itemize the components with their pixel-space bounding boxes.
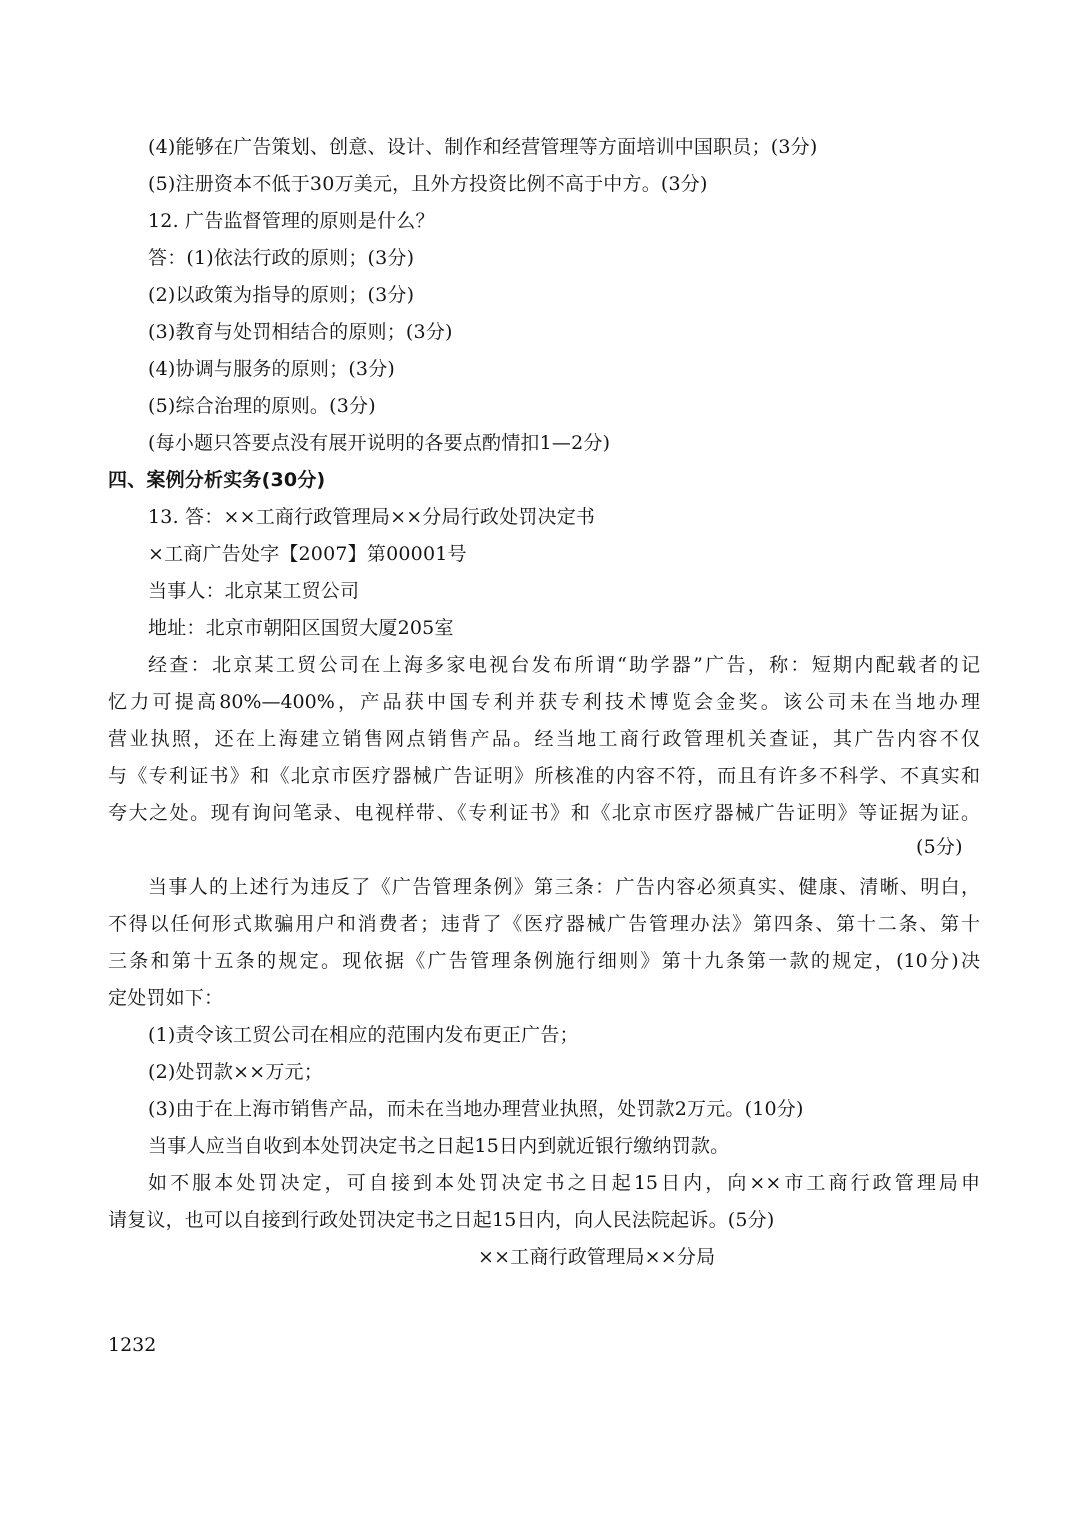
q11-item-4: (4)能够在广告策划、创意、设计、制作和经营管理等方面培训中国职员；(3分) [148, 136, 818, 158]
findings-line-4: 与《专利证书》和《北京市医疗器械广告证明》所核准的内容不符，而且有许多不科学、不真实和 [108, 765, 980, 787]
q13-title: 13. 答：××工商行政管理局××分局行政处罚决定书 [148, 506, 596, 528]
findings-line-3: 营业执照，还在上海建立销售网点销售产品。经当地工商行政管理机关查证，其广告内容不仅 [108, 728, 980, 750]
penalty-1: (1)责令该工贸公司在相应的范围内发布更正广告； [148, 1024, 579, 1046]
q12-scoring-note: (每小题只答要点没有展开说明的各要点酌情扣1—2分) [148, 432, 611, 454]
page-number: 1232 [108, 1334, 157, 1356]
q12-item-5: (5)综合治理的原则。(3分) [148, 395, 376, 417]
section-4-heading: 四、案例分析实务(30分) [108, 469, 326, 491]
appeal-line-2: 请复议，也可以自接到行政处罚决定书之日起15日内，向人民法院起诉。(5分) [108, 1209, 775, 1231]
q12-item-2: (2)以政策为指导的原则；(3分) [148, 284, 415, 306]
q12-item-3: (3)教育与处罚相结合的原则；(3分) [148, 321, 453, 343]
findings-line-2: 忆力可提高80%—400%，产品获中国专利并获专利技术博览会金奖。该公司未在当地办理 [108, 691, 980, 713]
document-number: ×工商广告处字【2007】第00001号 [148, 543, 467, 565]
q12-answer-1: 答：(1)依法行政的原则；(3分) [148, 247, 415, 269]
violation-line-4: 定处罚如下： [108, 987, 224, 1009]
violation-line-3: 三条和第十五条的规定。现依据《广告管理条例施行细则》第十九条第一款的规定，(10分)决 [108, 950, 980, 972]
payment-notice: 当事人应当自收到本处罚决定书之日起15日内到就近银行缴纳罚款。 [148, 1135, 730, 1157]
penalty-3: (3)由于在上海市销售产品，而未在当地办理营业执照，处罚款2万元。(10分) [148, 1098, 804, 1120]
q12-title: 12. 广告监督管理的原则是什么？ [148, 210, 435, 232]
issuing-authority-signature: ××工商行政管理局××分局 [478, 1246, 716, 1268]
findings-line-5: 夸大之处。现有询问笔录、电视样带、《专利证书》和《北京市医疗器械广告证明》等证据为证。 [108, 802, 980, 824]
party-address: 地址：北京市朝阳区国贸大厦205室 [148, 617, 454, 639]
penalty-2: (2)处罚款××万元； [148, 1061, 323, 1083]
findings-line-1: 经查：北京某工贸公司在上海多家电视台发布所谓“助学器”广告，称：短期内配载者的记 [148, 654, 980, 676]
q11-item-5: (5)注册资本不低于30万美元，且外方投资比例不高于中方。(3分) [148, 173, 708, 195]
party-name: 当事人：北京某工贸公司 [148, 580, 360, 602]
violation-line-2: 不得以任何形式欺骗用户和消费者；违背了《医疗器械广告管理办法》第四条、第十二条、第十 [108, 913, 980, 935]
q12-item-4: (4)协调与服务的原则；(3分) [148, 358, 396, 380]
violation-line-1: 当事人的上述行为违反了《广告管理条例》第三条：广告内容必须真实、健康、清晰、明白， [148, 876, 980, 898]
appeal-line-1: 如不服本处罚决定，可自接到本处罚决定书之日起15日内，向××市工商行政管理局申 [148, 1172, 980, 1194]
findings-score: (5分) [916, 836, 963, 858]
